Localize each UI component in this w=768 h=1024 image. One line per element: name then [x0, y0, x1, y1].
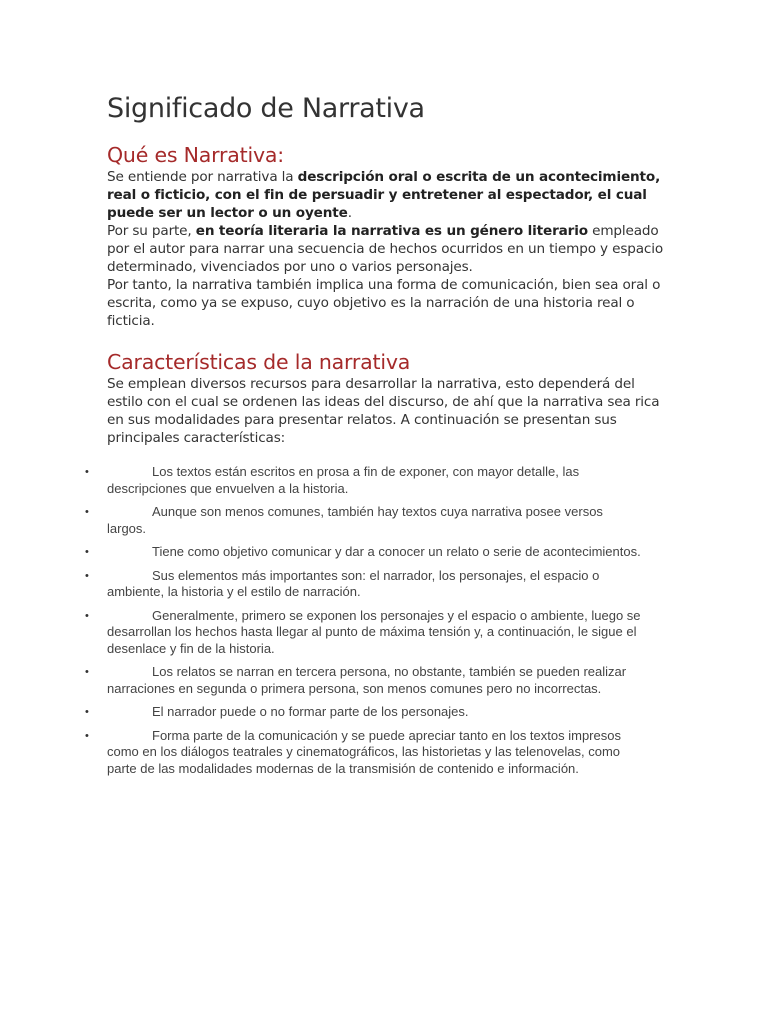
section-heading-que-es-narrativa: Qué es Narrativa:	[107, 143, 284, 167]
list-item-text: Tiene como objetivo comunicar y dar a conocer un relato o serie de acontecimientos.	[152, 544, 641, 559]
list-item	[0, 704, 642, 721]
list-item-text: Generalmente, primero se exponen los personajes y el espacio o ambiente, luego se desarrollan los hechos hasta llegar al punto de máxima tensión y, a continuación, le sigue el desenlace y fin de la historia.	[107, 607, 641, 656]
bullet-icon: •	[85, 569, 89, 582]
communication-paragraph: Por tanto, la narrativa también implica una forma de comunicación, bien sea oral o escrita, como ya se expuso, cuyo objetivo es la narración de una historia real o ficticia.	[107, 277, 661, 329]
bullet-icon: •	[85, 546, 89, 558]
bullet-icon: •	[85, 706, 89, 718]
definition-text-end: .	[347, 205, 352, 221]
list-item-text: Sus elementos más importantes son: el narrador, los personajes, el espacio o ambiente, la historia y el estilo de narración.	[107, 567, 600, 599]
definition-bold: descripción oral o escrita de un acontecimiento, real o ficticio, con el fin de persuadir y entretener al espectador, el cual puede ser un lector o un oyente	[107, 169, 661, 221]
list-item	[0, 728, 642, 778]
literary-theory-paragraph	[107, 222, 667, 276]
literary-text-start: Por su parte,	[107, 223, 196, 239]
list-item	[0, 464, 642, 497]
literary-bold: en teoría literaria la narrativa es un género literario	[195, 223, 588, 239]
section-heading-caracteristicas: Características de la narrativa	[107, 350, 411, 374]
definition-text-start: Se entiende por narrativa la	[107, 169, 298, 185]
list-item-text: Aunque son menos comunes, también hay textos cuya narrativa posee versos largos.	[107, 504, 603, 536]
literary-text-end: empleado por el autor para narrar una secuencia de hechos ocurridos en un tiempo y espacio determinado, vivenciados por uno o varios personajes.	[107, 223, 664, 275]
list-item-text: Los textos están escritos en prosa a fin de exponer, con mayor detalle, las descripciones que envuelven a la historia.	[107, 464, 580, 496]
list-item-text: Los relatos se narran en tercera persona, no obstante, también se pueden realizar narraciones en segunda o primera persona, son menos comunes pero no incorrectas.	[107, 664, 627, 696]
characteristics-intro: Se emplean diversos recursos para desarrollar la narrativa, esto dependerá del estilo con el cual se ordenen las ideas del discurso, de ahí que la narrativa sea rica en sus modalidades para presentar relatos. A continuación se presentan sus principales características:	[107, 376, 660, 446]
list-item	[0, 568, 642, 601]
list-item	[0, 544, 642, 561]
page-title: Significado de Narrativa	[107, 93, 425, 124]
bullet-icon: •	[85, 506, 89, 518]
characteristics-list	[0, 464, 768, 784]
definition-paragraph	[107, 168, 667, 222]
list-item	[0, 608, 642, 658]
bullet-icon: •	[85, 609, 89, 622]
list-item-text: El narrador puede o no formar parte de los personajes.	[152, 704, 469, 719]
list-item-text: Forma parte de la comunicación y se puede apreciar tanto en los textos impresos como en los diálogos teatrales y cinematográficos, las historietas y las telenovelas, como parte de las modalidades modernas de la transmisión de contenido e información.	[107, 727, 621, 776]
bullet-icon: •	[85, 466, 89, 478]
bullet-icon: •	[85, 666, 89, 678]
bullet-icon: •	[85, 729, 89, 742]
document-content	[107, 92, 667, 447]
list-item	[0, 504, 642, 537]
list-item	[0, 664, 642, 697]
